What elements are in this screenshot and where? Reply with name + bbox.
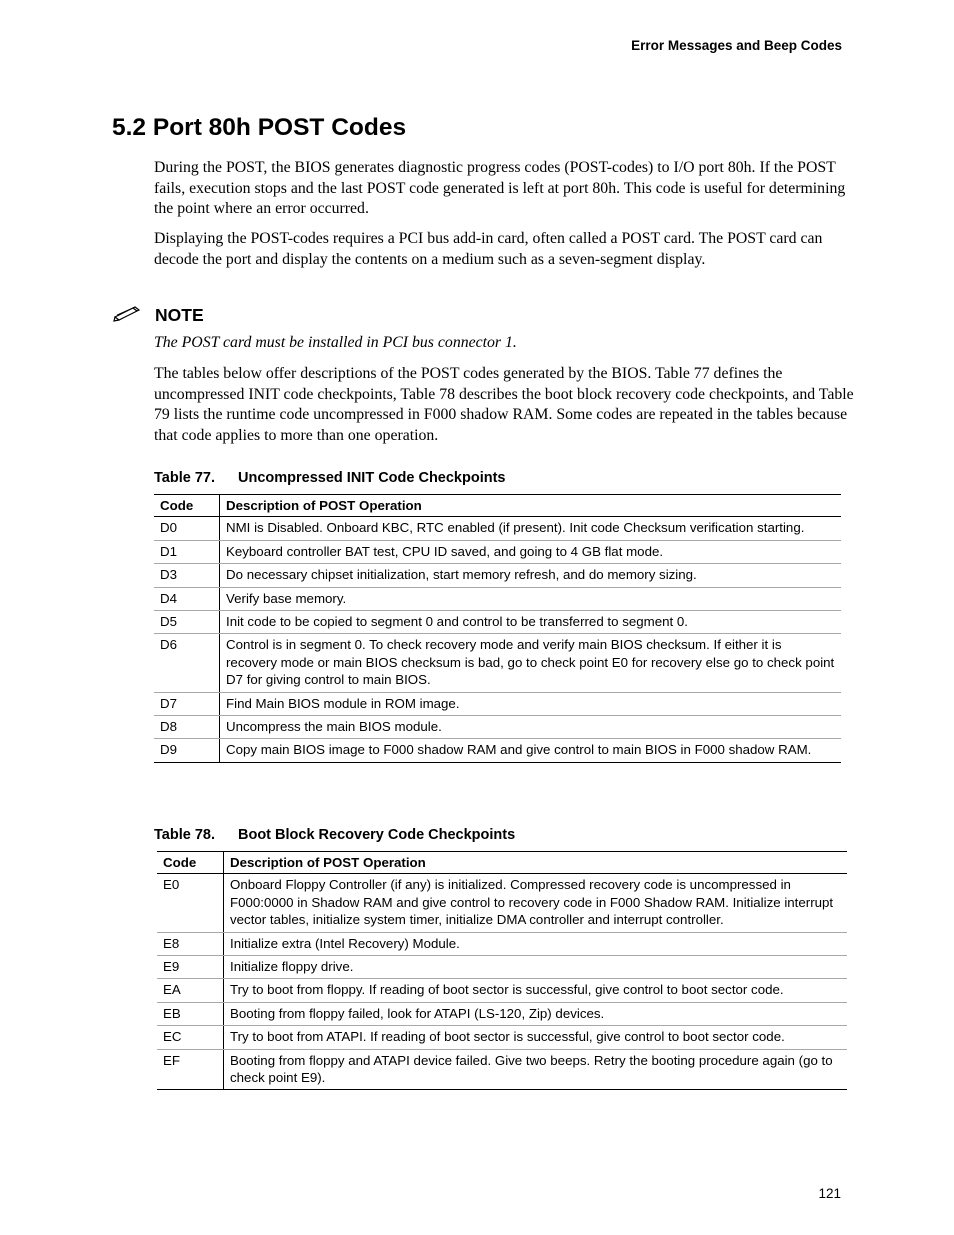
code-cell: EB bbox=[157, 1002, 224, 1025]
description-cell: Onboard Floppy Controller (if any) is initialized. Compressed recovery code is uncompressed in F000:0000 in Shadow RAM and give control to recovery code in F000 Shadow RAM. Initialize interrupt vector tables, initialize system timer, initialize DMA controller and interrupt controller. bbox=[224, 874, 848, 932]
description-cell: Initialize extra (Intel Recovery) Module. bbox=[224, 932, 848, 955]
description-cell: Try to boot from ATAPI. If reading of boot sector is successful, give control to boot sector code. bbox=[224, 1026, 848, 1049]
section-title: 5.2 Port 80h POST Codes bbox=[112, 114, 407, 141]
table-77-title: Uncompressed INIT Code Checkpoints bbox=[238, 470, 506, 486]
table-row bbox=[154, 540, 841, 563]
table-row bbox=[157, 874, 847, 932]
post-card-paragraph: Displaying the POST-codes requires a PCI bus add-in card, often called a POST card. The POST card can decode the port and display the contents on a medium such as a seven-segment display. bbox=[154, 230, 823, 268]
tables-overview-paragraph: The tables below offer descriptions of the POST codes generated by the BIOS. Table 77 defines the uncompressed INIT code checkpoints, Table 78 describes the boot block recovery code checkpoints, and Table 79 lists the runtime code uncompressed in F000 shadow RAM. Some codes are repeated in the tables because that code applies to more than one operation. bbox=[154, 365, 854, 444]
table-row bbox=[154, 634, 841, 692]
code-cell: E9 bbox=[157, 956, 224, 979]
table-row bbox=[154, 739, 841, 762]
table-78-caption bbox=[154, 827, 515, 843]
table-row bbox=[157, 979, 847, 1002]
code-cell: D4 bbox=[154, 587, 220, 610]
description-cell: Booting from floppy failed, look for ATAPI (LS-120, Zip) devices. bbox=[224, 1002, 848, 1025]
code-cell: EA bbox=[157, 979, 224, 1002]
page-number: 121 bbox=[818, 1186, 841, 1201]
table-78 bbox=[157, 851, 847, 1090]
table-row bbox=[154, 587, 841, 610]
description-cell: Control is in segment 0. To check recovery mode and verify main BIOS checksum. If either it is recovery mode or main BIOS checksum is bad, go to check point E0 for recovery else go to check point D7 for giving control to main BIOS. bbox=[220, 634, 842, 692]
description-cell: Do necessary chipset initialization, start memory refresh, and do memory sizing. bbox=[220, 564, 842, 587]
note-label: NOTE bbox=[155, 305, 204, 325]
table-row bbox=[154, 611, 841, 634]
description-cell: Verify base memory. bbox=[220, 587, 842, 610]
description-cell: Init code to be copied to segment 0 and control to be transferred to segment 0. bbox=[220, 611, 842, 634]
code-cell: D6 bbox=[154, 634, 220, 692]
table-row bbox=[154, 692, 841, 715]
column-header-code: Code bbox=[157, 852, 224, 874]
code-cell: EC bbox=[157, 1026, 224, 1049]
table-row bbox=[157, 1002, 847, 1025]
code-cell: D1 bbox=[154, 540, 220, 563]
code-cell: D8 bbox=[154, 716, 220, 739]
description-cell: Find Main BIOS module in ROM image. bbox=[220, 692, 842, 715]
description-cell: Uncompress the main BIOS module. bbox=[220, 716, 842, 739]
description-cell: NMI is Disabled. Onboard KBC, RTC enabled (if present). Init code Checksum verification starting. bbox=[220, 517, 842, 540]
code-cell: D3 bbox=[154, 564, 220, 587]
column-header-description: Description of POST Operation bbox=[220, 495, 842, 517]
intro-paragraph: During the POST, the BIOS generates diagnostic progress codes (POST-codes) to I/O port 80h. If the POST fails, execution stops and the last POST code generated is left at port 80h. This code is useful for determining the point where an error occurred. bbox=[154, 159, 846, 217]
code-cell: E8 bbox=[157, 932, 224, 955]
table-row bbox=[157, 956, 847, 979]
table-78-title: Boot Block Recovery Code Checkpoints bbox=[238, 827, 516, 843]
table-78-number: Table 78. bbox=[154, 827, 215, 843]
table-78-header-row bbox=[157, 852, 847, 874]
description-cell: Keyboard controller BAT test, CPU ID saved, and going to 4 GB flat mode. bbox=[220, 540, 842, 563]
running-header: Error Messages and Beep Codes bbox=[631, 38, 842, 53]
table-77-header-row bbox=[154, 495, 841, 517]
table-row bbox=[154, 716, 841, 739]
column-header-description: Description of POST Operation bbox=[224, 852, 848, 874]
table-77-caption bbox=[154, 470, 506, 486]
code-cell: D0 bbox=[154, 517, 220, 540]
table-77 bbox=[154, 494, 841, 763]
pencil-icon bbox=[113, 305, 143, 323]
table-row bbox=[157, 932, 847, 955]
table-row bbox=[157, 1049, 847, 1090]
table-row bbox=[154, 564, 841, 587]
table-77-number: Table 77. bbox=[154, 470, 215, 486]
column-header-code: Code bbox=[154, 495, 220, 517]
code-cell: D9 bbox=[154, 739, 220, 762]
description-cell: Copy main BIOS image to F000 shadow RAM and give control to main BIOS in F000 shadow RAM. bbox=[220, 739, 842, 762]
description-cell: Try to boot from floppy. If reading of boot sector is successful, give control to boot sector code. bbox=[224, 979, 848, 1002]
description-cell: Booting from floppy and ATAPI device failed. Give two beeps. Retry the booting procedure again (go to check point E9). bbox=[224, 1049, 848, 1090]
code-cell: E0 bbox=[157, 874, 224, 932]
table-row bbox=[157, 1026, 847, 1049]
description-cell: Initialize floppy drive. bbox=[224, 956, 848, 979]
code-cell: D7 bbox=[154, 692, 220, 715]
table-row bbox=[154, 517, 841, 540]
note-text: The POST card must be installed in PCI bus connector 1. bbox=[154, 334, 517, 351]
code-cell: D5 bbox=[154, 611, 220, 634]
code-cell: EF bbox=[157, 1049, 224, 1090]
